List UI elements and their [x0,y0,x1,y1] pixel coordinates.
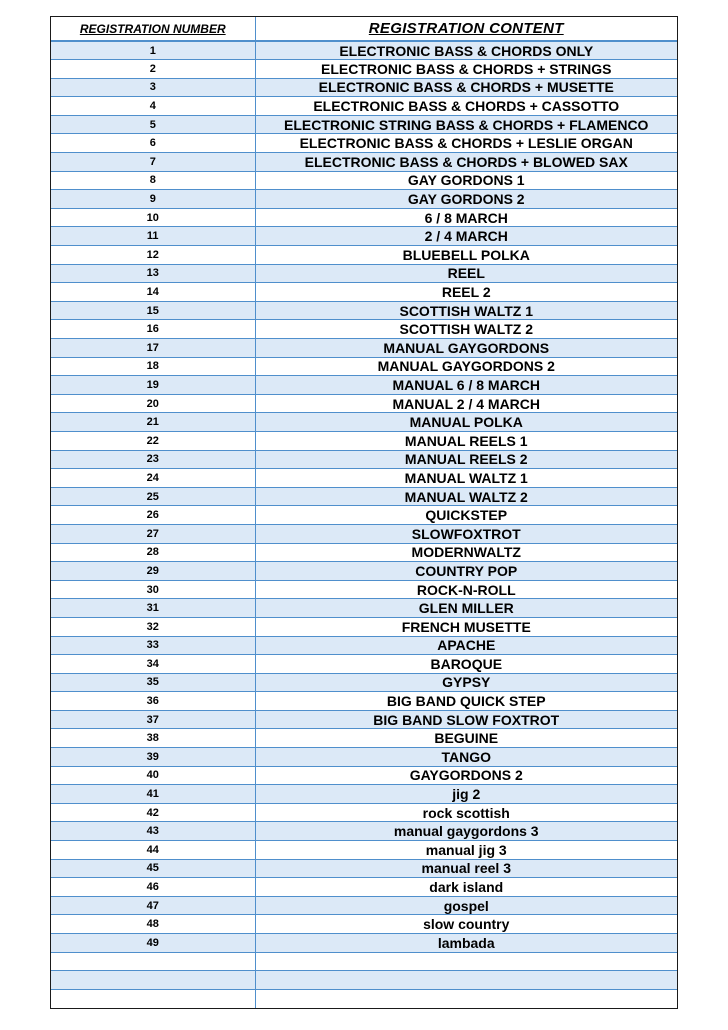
table-row [51,431,677,450]
table-row [51,655,677,674]
registration-content-cell: SLOWFOXTROT [255,524,677,543]
registration-content-cell: REEL 2 [255,283,677,302]
registration-content-cell: ROCK-N-ROLL [255,580,677,599]
registration-content-cell: ELECTRONIC BASS & CHORDS + CASSOTTO [255,97,677,116]
registration-content-cell: BLUEBELL POLKA [255,246,677,265]
registration-content-cell: manual gaygordons 3 [255,822,677,841]
registration-number-cell: 48 [51,915,255,934]
registration-content-cell: GYPSY [255,673,677,692]
registration-content-cell: MANUAL 6 / 8 MARCH [255,376,677,395]
registration-content-cell: MANUAL WALTZ 1 [255,469,677,488]
registration-content-cell: MANUAL POLKA [255,413,677,432]
registration-table [51,17,677,1008]
table-row [51,134,677,153]
registration-number-cell: 41 [51,785,255,804]
registration-content-cell: MANUAL WALTZ 2 [255,487,677,506]
registration-content-cell: ELECTRONIC BASS & CHORDS + BLOWED SAX [255,153,677,172]
registration-content-cell: GLEN MILLER [255,599,677,618]
registration-number-cell: 5 [51,115,255,134]
table-row [51,617,677,636]
registration-content-cell: gospel [255,896,677,915]
registration-content-cell: FRENCH MUSETTE [255,617,677,636]
table-row [51,524,677,543]
table-row [51,339,677,358]
registration-number-cell: 22 [51,431,255,450]
table-row [51,971,677,990]
registration-content-cell: APACHE [255,636,677,655]
registration-content-cell: GAY GORDONS 2 [255,190,677,209]
table-row [51,859,677,878]
registration-content-cell: jig 2 [255,785,677,804]
table-row [51,301,677,320]
table-row [51,822,677,841]
registration-number-cell: 2 [51,60,255,79]
registration-content-cell: manual reel 3 [255,859,677,878]
registration-content-cell: ELECTRONIC STRING BASS & CHORDS + FLAMENCO [255,115,677,134]
registration-number-cell: 14 [51,283,255,302]
table-row [51,915,677,934]
registration-content-cell: ELECTRONIC BASS & CHORDS + STRINGS [255,60,677,79]
registration-number-cell: 18 [51,357,255,376]
registration-content-cell: GAYGORDONS 2 [255,766,677,785]
registration-number-cell: 25 [51,487,255,506]
registration-number-cell: 26 [51,506,255,525]
registration-number-cell: 19 [51,376,255,395]
registration-number-cell: 47 [51,896,255,915]
registration-content-cell: MANUAL GAYGORDONS [255,339,677,358]
table-row [51,190,677,209]
table-row [51,878,677,897]
registration-content-cell [255,989,677,1008]
registration-content-cell: MANUAL 2 / 4 MARCH [255,394,677,413]
table-row [51,766,677,785]
registration-content-cell: BIG BAND QUICK STEP [255,692,677,711]
registration-content-cell: TANGO [255,748,677,767]
table-row [51,413,677,432]
registration-content-cell: QUICKSTEP [255,506,677,525]
registration-number-cell: 44 [51,841,255,860]
registration-number-cell: 20 [51,394,255,413]
table-row [51,376,677,395]
registration-number-cell: 33 [51,636,255,655]
registration-sheet [50,16,678,1009]
table-row [51,246,677,265]
registration-number-cell: 11 [51,227,255,246]
registration-number-cell [51,952,255,971]
table-row [51,785,677,804]
table-row [51,841,677,860]
registration-number-cell: 1 [51,41,255,60]
table-row [51,673,677,692]
registration-content-cell: slow country [255,915,677,934]
registration-number-cell: 45 [51,859,255,878]
registration-content-cell: REEL [255,264,677,283]
registration-number-cell [51,989,255,1008]
registration-content-cell: ELECTRONIC BASS & CHORDS + LESLIE ORGAN [255,134,677,153]
registration-number-cell: 49 [51,934,255,953]
registration-number-cell: 15 [51,301,255,320]
table-row [51,636,677,655]
registration-content-cell: MODERNWALTZ [255,543,677,562]
table-row [51,692,677,711]
registration-number-cell: 32 [51,617,255,636]
registration-content-cell: BAROQUE [255,655,677,674]
table-row [51,60,677,79]
registration-content-cell: GAY GORDONS 1 [255,171,677,190]
registration-number-cell: 27 [51,524,255,543]
table-row [51,952,677,971]
registration-number-cell: 30 [51,580,255,599]
registration-number-cell: 17 [51,339,255,358]
table-row [51,41,677,60]
table-row [51,710,677,729]
table-row [51,729,677,748]
table-row [51,208,677,227]
table-row [51,934,677,953]
header-registration-number: REGISTRATION NUMBER [51,17,255,41]
registration-number-cell: 39 [51,748,255,767]
registration-number-cell: 21 [51,413,255,432]
registration-number-cell: 28 [51,543,255,562]
registration-content-cell: ELECTRONIC BASS & CHORDS + MUSETTE [255,78,677,97]
table-row [51,599,677,618]
registration-content-cell: SCOTTISH WALTZ 1 [255,301,677,320]
registration-content-cell: 6 / 8 MARCH [255,208,677,227]
registration-content-cell: rock scottish [255,803,677,822]
table-row [51,78,677,97]
registration-content-cell [255,971,677,990]
registration-number-cell: 46 [51,878,255,897]
registration-number-cell: 3 [51,78,255,97]
registration-content-cell: BIG BAND SLOW FOXTROT [255,710,677,729]
registration-number-cell: 13 [51,264,255,283]
registration-content-cell: COUNTRY POP [255,562,677,581]
registration-number-cell: 7 [51,153,255,172]
registration-content-cell: BEGUINE [255,729,677,748]
registration-number-cell: 36 [51,692,255,711]
registration-number-cell: 4 [51,97,255,116]
registration-content-cell: manual jig 3 [255,841,677,860]
registration-content-cell: MANUAL REELS 2 [255,450,677,469]
registration-content-cell: lambada [255,934,677,953]
table-row [51,487,677,506]
table-row [51,450,677,469]
registration-number-cell: 23 [51,450,255,469]
registration-number-cell: 6 [51,134,255,153]
table-row [51,562,677,581]
registration-content-cell [255,952,677,971]
table-row [51,896,677,915]
registration-number-cell: 40 [51,766,255,785]
table-row [51,469,677,488]
table-row [51,803,677,822]
registration-content-cell: MANUAL GAYGORDONS 2 [255,357,677,376]
registration-number-cell: 16 [51,320,255,339]
table-row [51,115,677,134]
header-row [51,17,677,41]
registration-number-cell: 29 [51,562,255,581]
registration-number-cell: 42 [51,803,255,822]
table-row [51,171,677,190]
registration-number-cell: 35 [51,673,255,692]
table-row [51,357,677,376]
registration-number-cell: 37 [51,710,255,729]
registration-number-cell: 12 [51,246,255,265]
table-row [51,506,677,525]
table-row [51,97,677,116]
registration-content-cell: 2 / 4 MARCH [255,227,677,246]
registration-number-cell: 31 [51,599,255,618]
table-row [51,394,677,413]
registration-content-cell: dark island [255,878,677,897]
registration-content-cell: ELECTRONIC BASS & CHORDS ONLY [255,41,677,60]
registration-number-cell: 43 [51,822,255,841]
registration-number-cell: 34 [51,655,255,674]
registration-number-cell: 9 [51,190,255,209]
table-row [51,264,677,283]
table-row [51,989,677,1008]
registration-content-cell: MANUAL REELS 1 [255,431,677,450]
table-row [51,543,677,562]
table-row [51,283,677,302]
table-row [51,227,677,246]
registration-number-cell: 8 [51,171,255,190]
table-body [51,41,677,1008]
table-row [51,153,677,172]
registration-number-cell: 38 [51,729,255,748]
registration-number-cell: 24 [51,469,255,488]
registration-number-cell: 10 [51,208,255,227]
table-row [51,748,677,767]
registration-number-cell [51,971,255,990]
table-row [51,580,677,599]
table-row [51,320,677,339]
header-registration-content: REGISTRATION CONTENT [255,17,677,41]
registration-content-cell: SCOTTISH WALTZ 2 [255,320,677,339]
